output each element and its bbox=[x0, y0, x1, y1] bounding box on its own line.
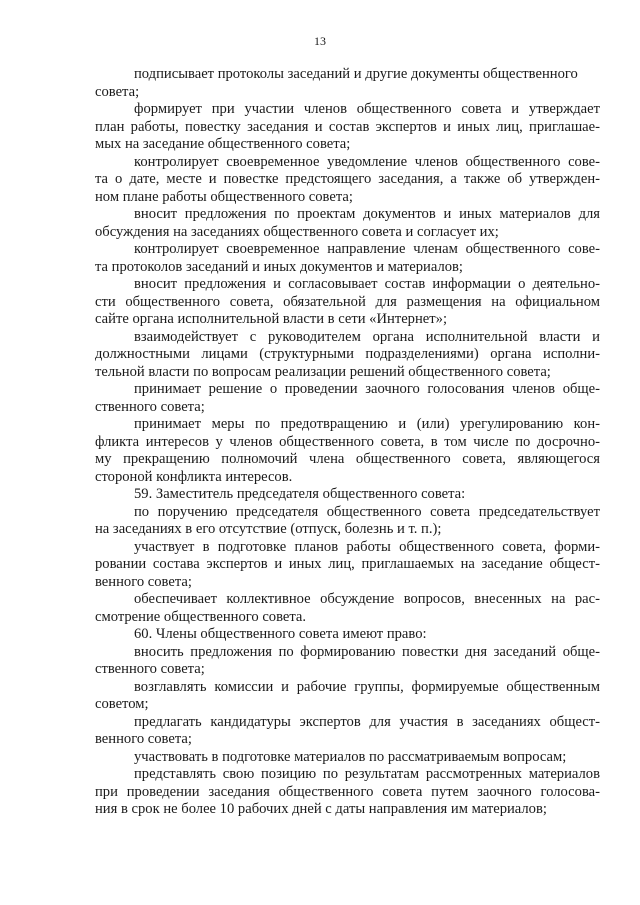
text-line: та о дате, месте и повестке предстоящего заседания, а также об утвержден- bbox=[95, 171, 600, 187]
text-line: участвует в подготовке планов работы общественного совета, форми- bbox=[134, 538, 600, 555]
text-line: мых на заседание общественного совета; bbox=[95, 136, 351, 152]
text-line: тельной власти по вопросам реализации решений общественного совета; bbox=[95, 363, 551, 380]
document-body bbox=[95, 66, 600, 819]
text-line: план работы, повестку заседания и состав экспертов и иных лиц, приглашае- bbox=[95, 118, 600, 135]
text-line: ственного совета; bbox=[95, 661, 205, 677]
text-line: обеспечивает коллективное обсуждение вопросов, внесенных на рас- bbox=[134, 591, 600, 607]
text-line: предлагать кандидатуры экспертов для участия в заседаниях общест- bbox=[134, 713, 600, 730]
text-line: формирует при участии членов общественного совета и утверждает bbox=[134, 101, 600, 117]
text-line: вносит предложения по проектам документов и иных материалов для bbox=[134, 206, 600, 222]
text-line: на заседаниях в его отсутствие (отпуск, болезнь и т. п.); bbox=[95, 521, 442, 537]
text-line: та протоколов заседаний и иных документов и материалов; bbox=[95, 258, 463, 275]
text-line: ровании состава экспертов и иных лиц, приглашаемых на заседание общест- bbox=[95, 556, 600, 572]
text-line: вносит предложения и согласовывает состав информации о деятельно- bbox=[134, 276, 600, 292]
text-line: возглавлять комиссии и рабочие группы, формируемые общественным bbox=[134, 678, 600, 695]
text-line: сти общественного совета, обязательной для размещения на официальном bbox=[95, 293, 600, 310]
text-line: обсуждения на заседаниях общественного совета и согласует их; bbox=[95, 223, 499, 240]
text-line: должностными лицами (структурными подразделениями) органа исполни- bbox=[95, 346, 600, 362]
text-line: вносить предложения по формированию повестки дня заседаний обще- bbox=[134, 643, 600, 660]
text-line: представлять свою позицию по результатам рассмотренных материалов bbox=[134, 766, 600, 782]
text-line: му прекращению полномочий члена общественного совета, являющегося bbox=[95, 451, 600, 467]
page-number: 13 bbox=[314, 34, 326, 48]
text-line: советом; bbox=[95, 696, 149, 712]
text-line: венного совета; bbox=[95, 731, 192, 747]
text-line: фликта интересов у членов общественного совета, в том числе по досрочно- bbox=[95, 433, 600, 450]
text-line: стороной конфликта интересов. bbox=[95, 468, 293, 485]
text-line: совета; bbox=[95, 83, 140, 100]
text-line: контролирует своевременное направление членам общественного сове- bbox=[134, 241, 600, 257]
text-line: контролирует своевременное уведомление членов общественного сове- bbox=[134, 153, 600, 170]
text-line: взаимодействует с руководителем органа исполнительной власти и bbox=[134, 328, 600, 345]
text-line: участвовать в подготовке материалов по рассматриваемым вопросам; bbox=[134, 748, 567, 765]
text-line: подписывает протоколы заседаний и другие документы общественного bbox=[134, 66, 578, 82]
text-line: венного совета; bbox=[95, 573, 192, 590]
text-line: принимает меры по предотвращению и (или) урегулированию кон- bbox=[134, 416, 600, 432]
text-line: смотрение общественного совета. bbox=[95, 608, 307, 625]
text-line: 59. Заместитель председателя общественного совета: bbox=[134, 486, 466, 502]
text-line: ственного совета; bbox=[95, 398, 205, 415]
text-line: 60. Члены общественного совета имеют право: bbox=[134, 626, 427, 642]
text-line: по поручению председателя общественного совета председательствует bbox=[134, 503, 600, 520]
text-line: ном плане работы общественного совета; bbox=[95, 188, 353, 205]
text-line: ния в срок не более 10 рабочих дней с даты направления им материалов; bbox=[95, 801, 547, 817]
text-line: принимает решение о проведении заочного голосования членов обще- bbox=[134, 381, 600, 397]
text-line: сайте органа исполнительной власти в сети «Интернет»; bbox=[95, 311, 447, 327]
text-line: при проведении заседания общественного совета путем заочного голосова- bbox=[95, 783, 600, 800]
